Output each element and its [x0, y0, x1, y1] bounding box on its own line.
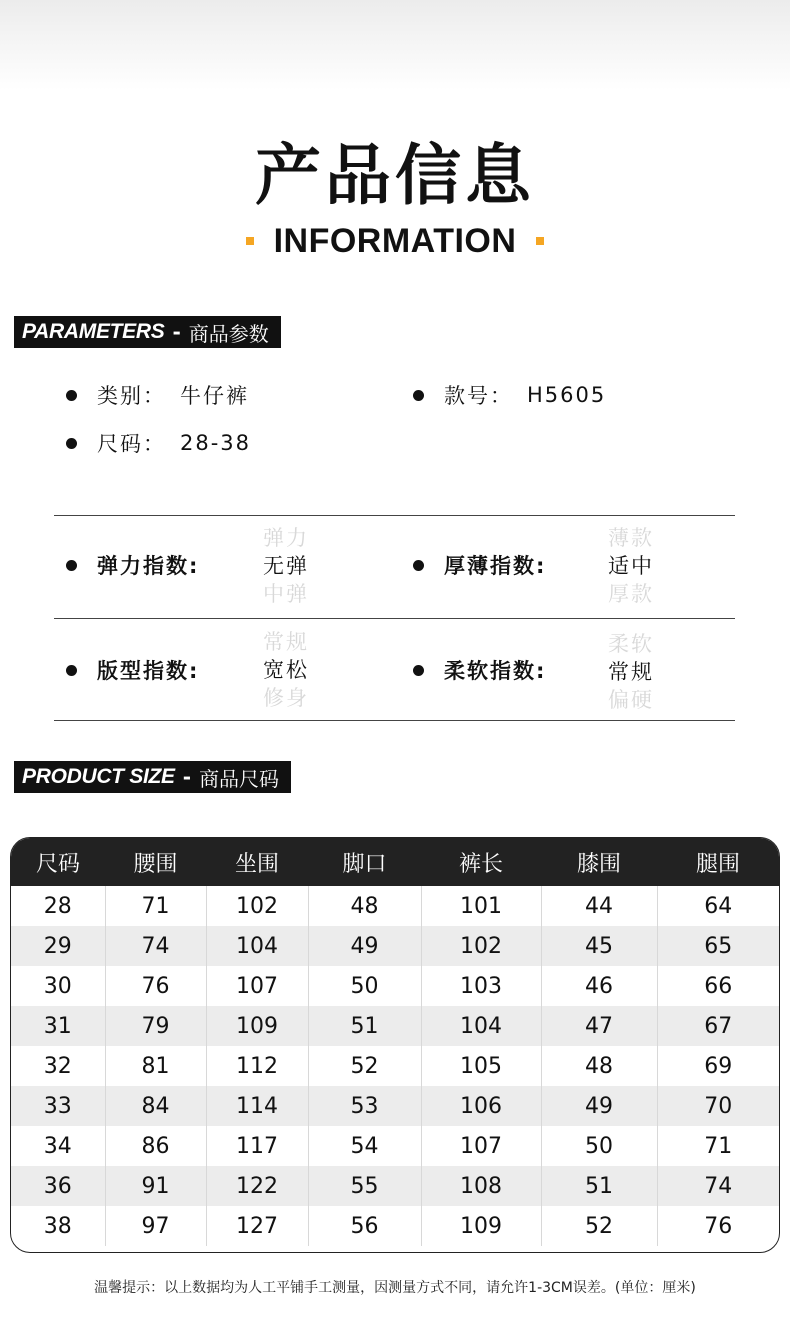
table-cell: 81 [105, 1046, 206, 1086]
softness-index [413, 655, 546, 685]
divider [54, 515, 735, 516]
table-cell: 103 [421, 966, 541, 1006]
table-cell: 32 [43, 1053, 72, 1079]
elasticity-current: 无弹 [263, 554, 309, 578]
table-cell: 74 [105, 926, 206, 966]
table-cell: 45 [541, 926, 657, 966]
table-cell: 44 [541, 886, 657, 926]
softness-picker [608, 630, 698, 714]
parameters-tag-sep: - [172, 320, 181, 344]
table-cell: 50 [308, 966, 421, 1006]
table-row [11, 1006, 779, 1046]
size-tag-cn: 商品尺码 [199, 766, 280, 791]
size-value: 28-38 [180, 431, 252, 455]
table-cell: 56 [308, 1206, 421, 1246]
page-title: 产品信息 [255, 137, 535, 214]
table-cell: 70 [657, 1086, 779, 1126]
table-cell: 53 [308, 1086, 421, 1126]
size-table [10, 837, 780, 1253]
table-row [11, 966, 779, 1006]
table-cell: 69 [657, 1046, 779, 1086]
table-row [11, 1086, 779, 1126]
table-header-row [11, 838, 779, 886]
table-cell: 97 [105, 1206, 206, 1246]
bullet-icon [66, 390, 77, 401]
header-hip: 坐围 [234, 851, 279, 877]
table-cell: 28 [43, 893, 72, 919]
table-cell: 71 [105, 886, 206, 926]
table-cell: 101 [421, 886, 541, 926]
table-cell: 49 [541, 1086, 657, 1126]
table-row [11, 1126, 779, 1166]
table-cell: 86 [105, 1126, 206, 1166]
table-cell: 33 [43, 1093, 72, 1119]
elasticity-prev: 弹力 [263, 526, 309, 550]
table-cell: 64 [657, 886, 779, 926]
table-cell: 74 [657, 1166, 779, 1206]
elasticity-label: 弹力指数: [97, 554, 200, 578]
table-cell: 50 [541, 1126, 657, 1166]
accent-dot-right [536, 237, 544, 245]
table-cell: 107 [421, 1126, 541, 1166]
table-cell: 48 [541, 1046, 657, 1086]
softness-next: 偏硬 [608, 688, 654, 712]
bullet-icon [413, 390, 424, 401]
table-cell: 47 [541, 1006, 657, 1046]
thickness-label: 厚薄指数: [444, 554, 547, 578]
divider [54, 618, 735, 619]
top-shade [0, 0, 790, 90]
table-cell: 76 [105, 966, 206, 1006]
fit-label: 版型指数: [97, 659, 200, 683]
category-label: 类别： [97, 384, 166, 408]
subtitle-row [0, 218, 790, 264]
model-value: H5605 [527, 383, 607, 407]
size-label: 尺码： [97, 432, 166, 456]
bullet-icon [413, 560, 424, 571]
elasticity-picker [263, 524, 353, 608]
thickness-prev: 薄款 [608, 526, 654, 550]
table-row [11, 926, 779, 966]
fit-picker [263, 628, 353, 712]
table-cell: 71 [657, 1126, 779, 1166]
parameters-tag-en: PARAMETERS [22, 320, 165, 343]
table-cell: 79 [105, 1006, 206, 1046]
fit-current: 宽松 [263, 658, 309, 682]
header-length: 裤长 [458, 851, 503, 877]
table-cell: 67 [657, 1006, 779, 1046]
thickness-current: 适中 [608, 554, 654, 578]
table-row [11, 1046, 779, 1086]
table-cell: 122 [206, 1166, 308, 1206]
category-value: 牛仔裤 [180, 384, 249, 408]
table-cell: 46 [541, 966, 657, 1006]
table-cell: 114 [206, 1086, 308, 1126]
table-cell: 65 [657, 926, 779, 966]
page-subtitle: INFORMATION [273, 221, 517, 260]
accent-dot-left [246, 237, 254, 245]
table-cell: 109 [421, 1206, 541, 1246]
fit-next: 修身 [263, 686, 309, 710]
table-cell: 109 [206, 1006, 308, 1046]
table-row [11, 1206, 779, 1246]
table-row [11, 886, 779, 926]
table-cell: 104 [421, 1006, 541, 1046]
table-cell: 84 [105, 1086, 206, 1126]
table-cell: 36 [43, 1173, 72, 1199]
table-cell: 54 [308, 1126, 421, 1166]
table-cell: 51 [308, 1006, 421, 1046]
size-tag [14, 761, 291, 793]
fit-index [66, 655, 199, 685]
table-cell: 127 [206, 1206, 308, 1246]
table-cell: 106 [421, 1086, 541, 1126]
parameters-tag [14, 316, 281, 348]
softness-prev: 柔软 [608, 632, 654, 656]
table-cell: 117 [206, 1126, 308, 1166]
table-cell: 31 [43, 1013, 72, 1039]
header-waist: 腰围 [133, 851, 178, 877]
table-cell: 29 [43, 933, 72, 959]
param-category [66, 380, 249, 410]
table-cell: 76 [657, 1206, 779, 1246]
bullet-icon [413, 665, 424, 676]
header-knee: 膝围 [576, 851, 621, 877]
table-cell: 49 [308, 926, 421, 966]
table-cell: 48 [308, 886, 421, 926]
table-cell: 107 [206, 966, 308, 1006]
header-thigh: 腿围 [695, 851, 740, 877]
parameters-tag-cn: 商品参数 [188, 321, 269, 346]
table-row [11, 1166, 779, 1206]
table-cell: 108 [421, 1166, 541, 1206]
size-tag-sep: - [182, 765, 192, 789]
table-cell: 30 [43, 973, 72, 999]
elasticity-next: 中弹 [263, 582, 309, 606]
table-cell: 91 [105, 1166, 206, 1206]
table-cell: 105 [421, 1046, 541, 1086]
param-model [413, 380, 606, 410]
softness-label: 柔软指数: [444, 659, 547, 683]
header-size: 尺码 [35, 851, 80, 877]
table-cell: 55 [308, 1166, 421, 1206]
size-tag-en: PRODUCT SIZE [22, 765, 175, 788]
bullet-icon [66, 438, 77, 449]
divider [54, 720, 735, 721]
table-cell: 52 [541, 1206, 657, 1246]
footnote: 温馨提示：以上数据均为人工平铺手工测量，因测量方式不同，请允许1-3CM误差。(单位：厘米) [94, 1280, 696, 1296]
fit-prev: 常规 [263, 630, 309, 654]
thickness-picker [608, 524, 698, 608]
table-cell: 51 [541, 1166, 657, 1206]
table-cell: 38 [43, 1213, 72, 1239]
softness-current: 常规 [608, 660, 654, 684]
thickness-next: 厚款 [608, 582, 654, 606]
table-cell: 104 [206, 926, 308, 966]
elasticity-index [66, 550, 199, 580]
param-size [66, 428, 251, 458]
table-cell: 66 [657, 966, 779, 1006]
table-cell: 102 [206, 886, 308, 926]
table-cell: 52 [308, 1046, 421, 1086]
model-label: 款号： [444, 384, 513, 408]
bullet-icon [66, 560, 77, 571]
thickness-index [413, 550, 546, 580]
header-leg-opening: 脚口 [342, 851, 387, 877]
bullet-icon [66, 665, 77, 676]
table-cell: 112 [206, 1046, 308, 1086]
table-cell: 102 [421, 926, 541, 966]
table-cell: 34 [43, 1133, 72, 1159]
